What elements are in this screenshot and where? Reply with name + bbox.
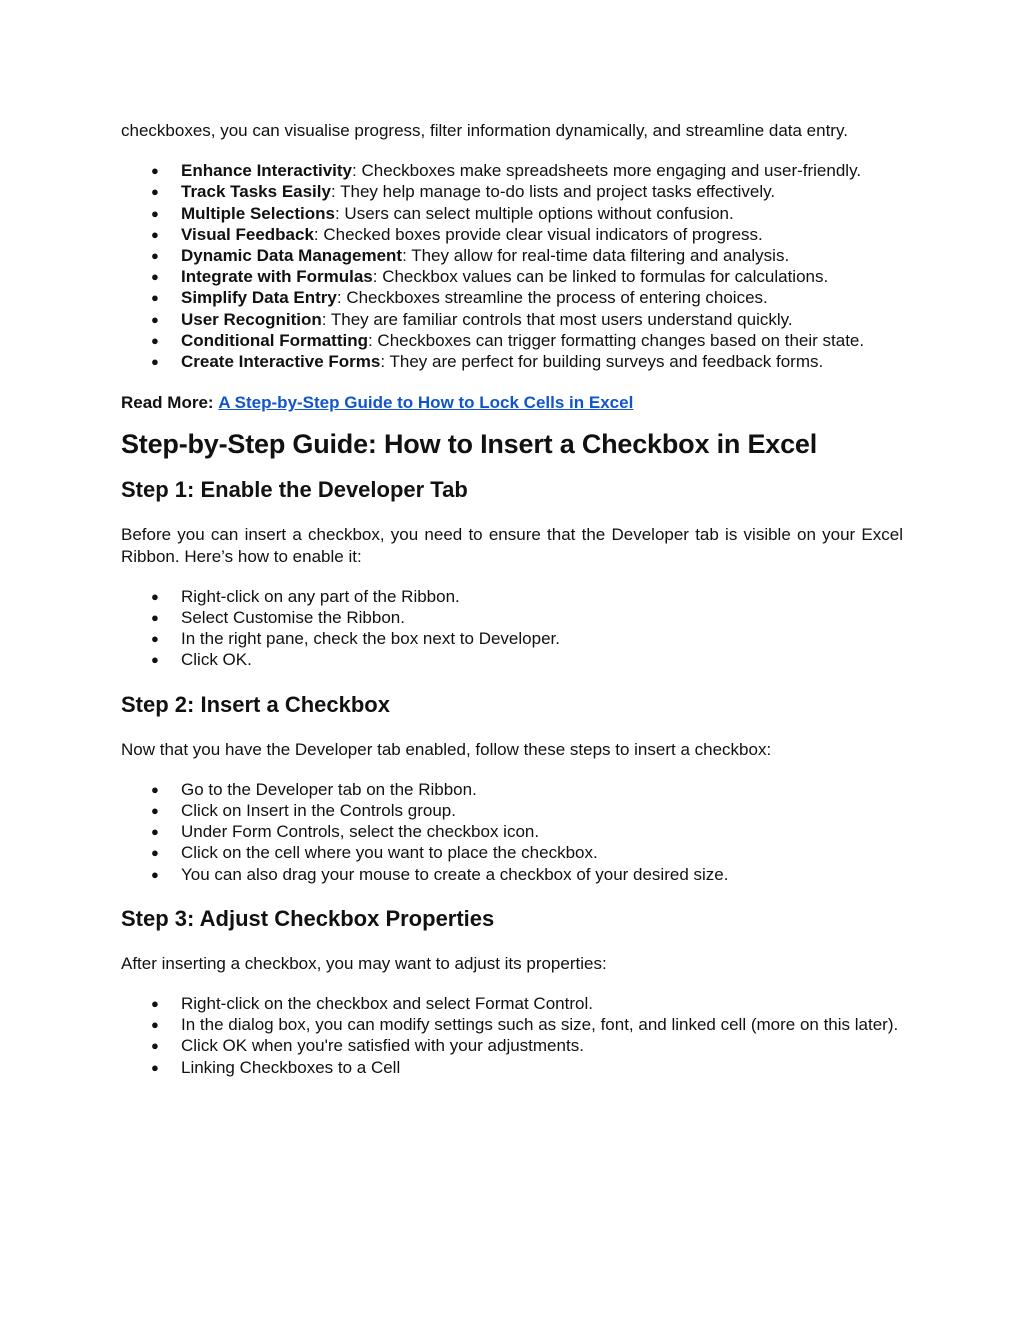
bullet-icon: ● bbox=[151, 163, 159, 179]
bullet-icon: ● bbox=[151, 248, 159, 264]
step-3-heading: Step 3: Adjust Checkbox Properties bbox=[121, 905, 495, 931]
step-3-list bbox=[121, 993, 903, 1078]
intro-paragraph: checkboxes, you can visualise progress, filter information dynamically, and streamline data entry. bbox=[121, 121, 848, 140]
bullet-icon: ● bbox=[151, 269, 159, 285]
benefit-term: Visual Feedback bbox=[181, 224, 314, 244]
read-more-link[interactable]: A Step-by-Step Guide to How to Lock Cells in Excel bbox=[218, 393, 634, 413]
list-item-text: Click OK when you're satisfied with your adjustments. bbox=[181, 1036, 584, 1056]
list-item bbox=[121, 607, 903, 628]
step-1-heading: Step 1: Enable the Developer Tab bbox=[121, 477, 468, 503]
benefit-term: User Recognition bbox=[181, 309, 322, 329]
benefits-list bbox=[121, 160, 903, 372]
list-item bbox=[121, 993, 903, 1014]
bullet-icon: ● bbox=[151, 184, 159, 200]
bullet-icon: ● bbox=[151, 332, 159, 348]
bullet-icon: ● bbox=[151, 652, 159, 668]
list-item-text: You can also drag your mouse to create a checkbox of your desired size. bbox=[181, 864, 729, 884]
benefit-term: Multiple Selections bbox=[181, 203, 335, 223]
list-item bbox=[121, 351, 903, 372]
bullet-icon: ● bbox=[151, 866, 159, 882]
benefit-desc: : They are familiar controls that most users understand quickly. bbox=[321, 309, 793, 329]
benefit-term: Conditional Formatting bbox=[181, 330, 368, 350]
list-item-text: Select Customise the Ribbon. bbox=[181, 608, 405, 628]
list-item-text: Under Form Controls, select the checkbox icon. bbox=[181, 822, 540, 842]
list-item bbox=[121, 309, 903, 330]
list-item bbox=[121, 1014, 903, 1035]
list-item-text: Right-click on any part of the Ribbon. bbox=[181, 586, 460, 606]
list-item bbox=[121, 160, 903, 181]
bullet-icon: ● bbox=[151, 845, 159, 861]
step-2-list bbox=[121, 779, 903, 885]
bullet-icon: ● bbox=[151, 1059, 159, 1075]
read-more-label: Read More: bbox=[121, 393, 214, 413]
list-item bbox=[121, 245, 903, 266]
benefit-desc: : Checked boxes provide clear visual indicators of progress. bbox=[313, 224, 763, 244]
read-more bbox=[121, 392, 903, 413]
list-item bbox=[121, 800, 903, 821]
list-item-text: In the right pane, check the box next to Developer. bbox=[181, 629, 560, 649]
step-1-list bbox=[121, 586, 903, 671]
bullet-icon: ● bbox=[151, 781, 159, 797]
list-item-text: Click on Insert in the Controls group. bbox=[181, 801, 456, 821]
bullet-icon: ● bbox=[151, 354, 159, 370]
benefit-desc: : They are perfect for building surveys and feedback forms. bbox=[380, 352, 824, 372]
list-item bbox=[121, 864, 903, 885]
list-item bbox=[121, 330, 903, 351]
list-item bbox=[121, 821, 903, 842]
benefit-term: Track Tasks Easily bbox=[181, 182, 331, 202]
list-item bbox=[121, 586, 903, 607]
list-item bbox=[121, 224, 903, 245]
benefit-desc: : They allow for real-time data filtering and analysis. bbox=[402, 246, 790, 266]
list-item bbox=[121, 203, 903, 224]
bullet-icon: ● bbox=[151, 631, 159, 647]
bullet-icon: ● bbox=[151, 610, 159, 626]
list-item bbox=[121, 266, 903, 287]
list-item-text: Click OK. bbox=[181, 650, 252, 670]
benefit-desc: : Checkbox values can be linked to formulas for calculations. bbox=[372, 267, 829, 287]
list-item bbox=[121, 181, 903, 202]
list-item bbox=[121, 649, 903, 670]
bullet-icon: ● bbox=[151, 290, 159, 306]
benefit-term: Integrate with Formulas bbox=[181, 267, 373, 287]
bullet-icon: ● bbox=[151, 205, 159, 221]
list-item bbox=[121, 287, 903, 308]
step-1-intro: Before you can insert a checkbox, you need to ensure that the Developer tab is visible on your Excel Ribbon. Here’s how to enable it: bbox=[121, 525, 903, 566]
document-page bbox=[121, 120, 903, 1078]
bullet-icon: ● bbox=[151, 803, 159, 819]
list-item-text: Linking Checkboxes to a Cell bbox=[181, 1057, 401, 1077]
list-item bbox=[121, 842, 903, 863]
list-item-text: Go to the Developer tab on the Ribbon. bbox=[181, 779, 477, 799]
bullet-icon: ● bbox=[151, 1017, 159, 1033]
bullet-icon: ● bbox=[151, 824, 159, 840]
list-item-text: In the dialog box, you can modify settings such as size, font, and linked cell (more on this later). bbox=[181, 1015, 899, 1035]
list-item bbox=[121, 1035, 903, 1056]
benefit-desc: : They help manage to-do lists and project tasks effectively. bbox=[330, 182, 776, 202]
benefit-term: Dynamic Data Management bbox=[181, 246, 403, 266]
benefit-desc: : Checkboxes can trigger formatting changes based on their state. bbox=[367, 330, 865, 350]
bullet-icon: ● bbox=[151, 1038, 159, 1054]
benefit-desc: : Checkboxes streamline the process of entering choices. bbox=[336, 288, 768, 308]
list-item-text: Click on the cell where you want to place the checkbox. bbox=[181, 843, 598, 863]
bullet-icon: ● bbox=[151, 588, 159, 604]
benefit-term: Enhance Interactivity bbox=[181, 161, 353, 181]
benefit-desc: : Checkboxes make spreadsheets more engaging and user-friendly. bbox=[352, 161, 862, 181]
page-title: Step-by-Step Guide: How to Insert a Checkbox in Excel bbox=[121, 429, 818, 460]
step-3-intro: After inserting a checkbox, you may want to adjust its properties: bbox=[121, 953, 607, 973]
step-2-intro: Now that you have the Developer tab enabled, follow these steps to insert a checkbox: bbox=[121, 739, 772, 759]
step-2-heading: Step 2: Insert a Checkbox bbox=[121, 691, 390, 717]
bullet-icon: ● bbox=[151, 996, 159, 1012]
benefit-desc: : Users can select multiple options without confusion. bbox=[334, 203, 734, 223]
list-item bbox=[121, 628, 903, 649]
benefit-term: Simplify Data Entry bbox=[181, 288, 337, 308]
list-item bbox=[121, 1057, 903, 1078]
list-item-text: Right-click on the checkbox and select Format Control. bbox=[181, 994, 593, 1014]
bullet-icon: ● bbox=[151, 226, 159, 242]
bullet-icon: ● bbox=[151, 311, 159, 327]
list-item bbox=[121, 779, 903, 800]
benefit-term: Create Interactive Forms bbox=[181, 352, 381, 372]
